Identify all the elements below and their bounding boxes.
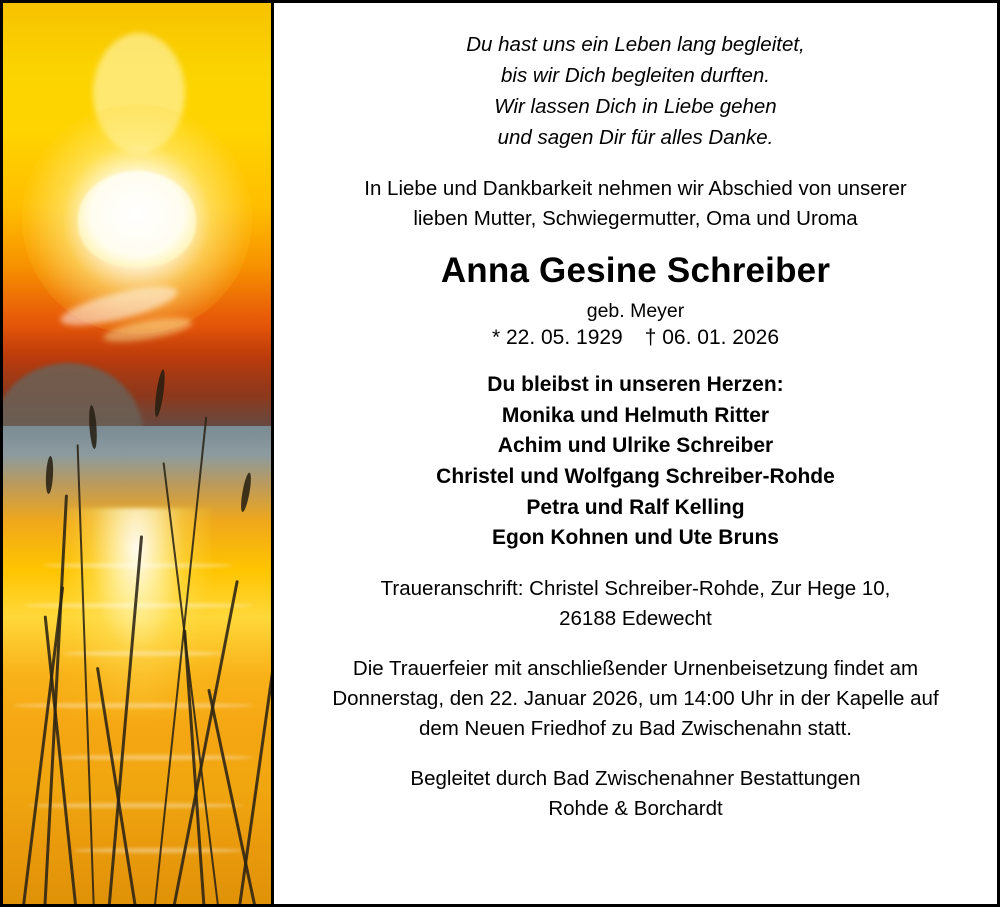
obituary-text (274, 3, 997, 904)
memorial-poem (296, 29, 975, 154)
maiden-name: geb. Meyer (586, 300, 685, 323)
poem-line: und sagen Dir für alles Danke. (497, 126, 774, 150)
funeral-home-credit (296, 764, 975, 823)
family-member: Petra und Ralf Kelling (526, 495, 745, 519)
intro-text (296, 174, 975, 236)
poem-line: Du hast uns ein Leben lang begleitet, (466, 33, 805, 56)
poem-line: bis wir Dich begleiten durften. (501, 64, 770, 88)
death-date: † 06. 01. 2026 (644, 326, 780, 350)
family-heading: Du bleibst in unseren Herzen: (487, 373, 784, 397)
family-member: Monika und Helmuth Ritter (501, 403, 770, 427)
sunset-photo (3, 3, 274, 904)
address-line: Traueranschrift: Christel Schreiber-Rohde, Zur Hege 10, (380, 577, 891, 601)
address-line: 26188 Edewecht (559, 606, 712, 630)
deceased-name: Anna Gesine Schreiber (440, 251, 831, 291)
intro-line: In Liebe und Dankbarkeit nehmen wir Abschied von unserer (364, 176, 907, 200)
sun-icon (78, 171, 196, 267)
ceremony-line: Die Trauerfeier mit anschließender Urnenbeisetzung findet am (352, 656, 919, 680)
mourning-address (296, 574, 975, 633)
family-list (296, 370, 975, 554)
water-ripple (73, 848, 243, 853)
poem-line: Wir lassen Dich in Liebe gehen (494, 95, 777, 119)
family-member: Christel und Wolfgang Schreiber-Rohde (436, 465, 835, 489)
family-member: Achim und Ulrike Schreiber (497, 434, 774, 458)
intro-line: lieben Mutter, Schwiegermutter, Oma und Uroma (413, 207, 858, 231)
funeral-home-line: Begleitet durch Bad Zwischenahner Bestattungen (410, 767, 861, 791)
water-ripple (63, 651, 223, 656)
ceremony-line: Donnerstag, den 22. Januar 2026, um 14:00 Uhr in der Kapelle auf (332, 686, 939, 710)
life-dates (296, 326, 975, 350)
water-ripple (28, 803, 243, 808)
family-member: Egon Kohnen und Ute Bruns (492, 526, 779, 550)
water-ripple (23, 603, 253, 608)
funeral-home-line: Rohde & Borchardt (548, 797, 723, 821)
ceremony-details (296, 654, 975, 745)
ceremony-line: dem Neuen Friedhof zu Bad Zwischenahn statt. (418, 717, 852, 741)
birth-date: * 22. 05. 1929 (491, 326, 623, 350)
